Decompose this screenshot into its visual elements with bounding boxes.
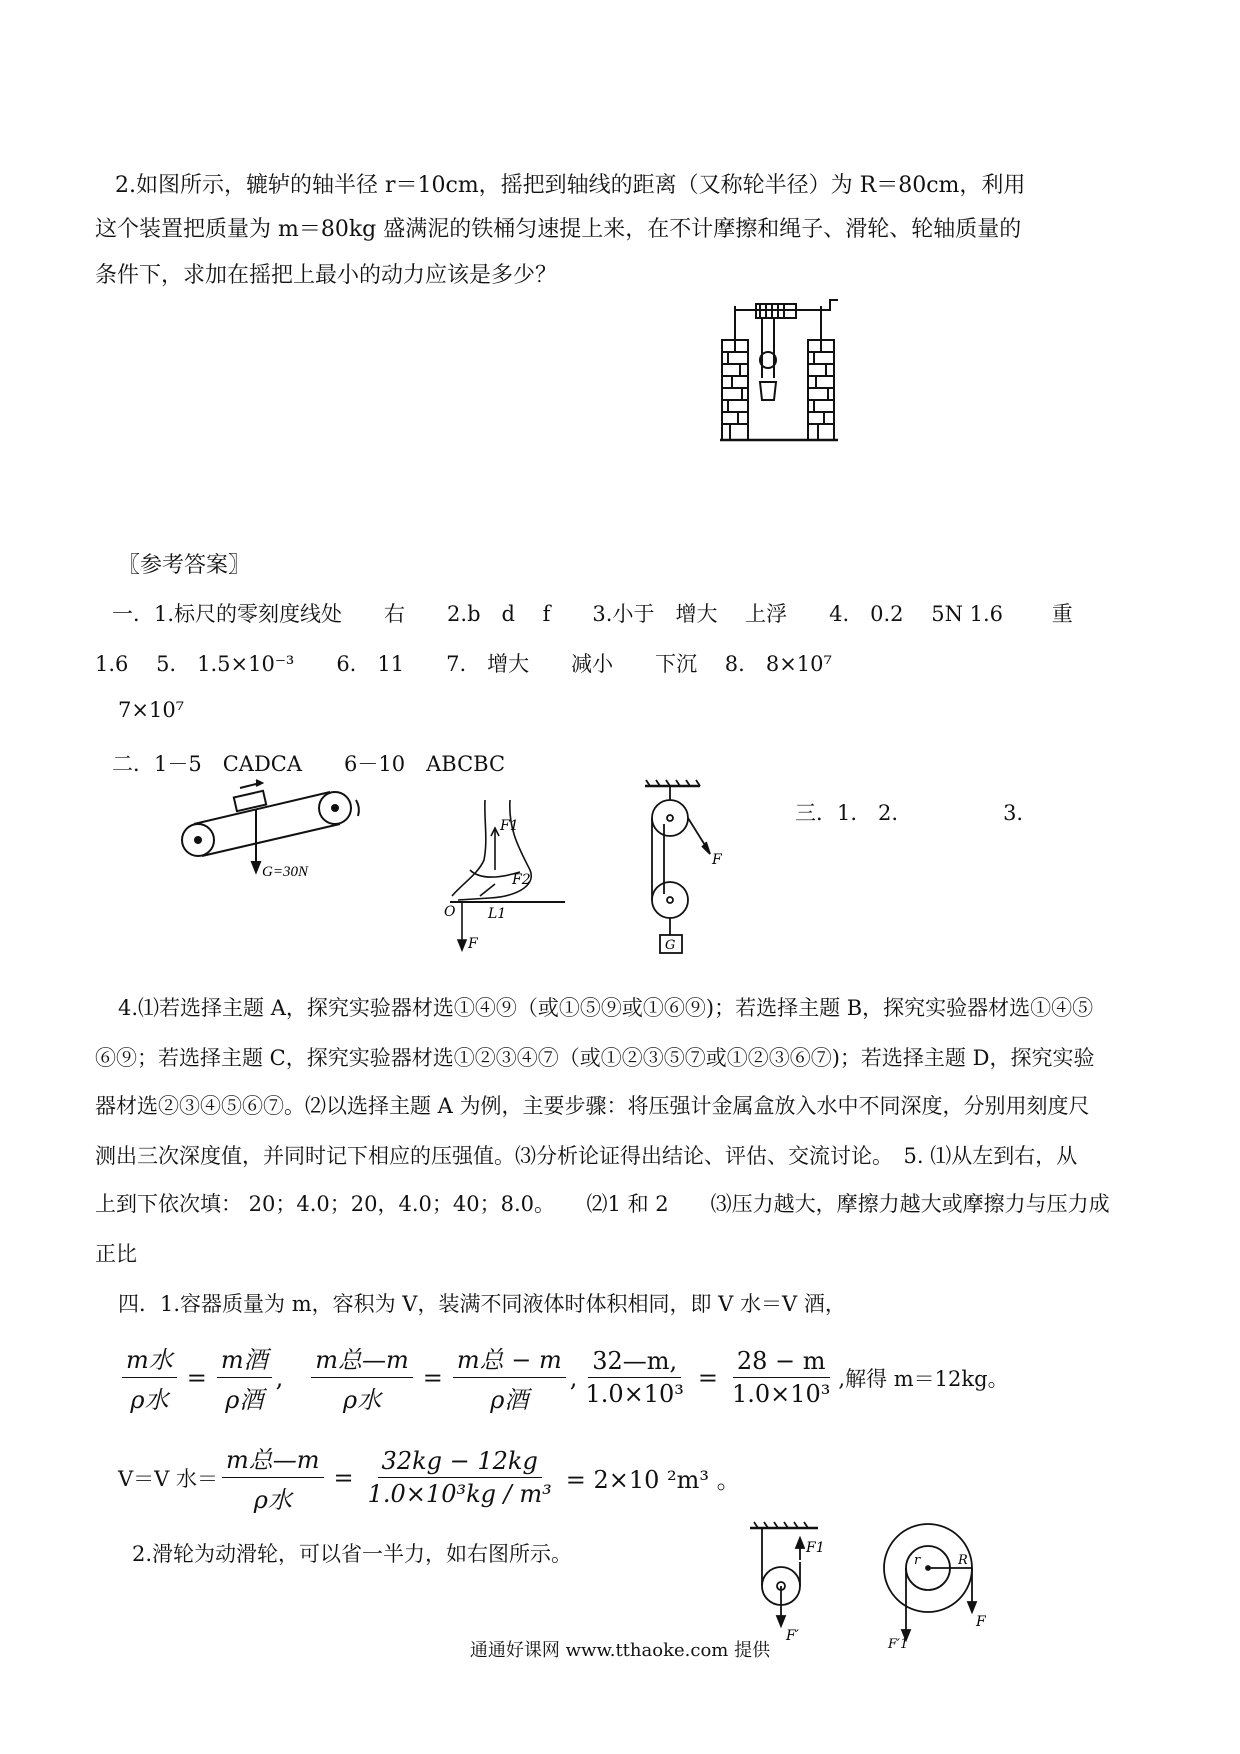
answers-s1-line-1: 一．1.标尺的零刻度线处 右 2.b d f 3.小于 增大 上浮 4. 0.2 5N 1.6 重: [112, 602, 1073, 626]
wheel-axle-figure: [880, 1520, 990, 1650]
q2-line-2: 这个装置把质量为 m＝80kg 盛满泥的铁桶匀速提上来，在不计摩擦和绳子、滑轮、轮轴质量的: [95, 217, 1022, 242]
answers-s4-line-6: 正比: [95, 1242, 137, 1266]
movable-pulley-f1-label: F1: [806, 1540, 825, 1556]
equation-row-1: $\frac{\text{m水}}{\text{ρ水}}$ = $\frac{\text{m酒}}{\text{ρ酒}}$ , $\frac{\text{m总—m}}{\text{ρ水}}$ = $\frac{\text{m总 − m}}{\text{ρ酒}}$ , $\frac{32—m,}{\text{1.0×10³}}$ = $\frac{28 - m}{\text{1.0×10³}}$ ,解得 m＝12kg。: [118, 1340, 1009, 1415]
wheel-r-label: r: [914, 1553, 921, 1568]
wheel-R-label: R: [958, 1553, 968, 1568]
answers-s4-line-3: 器材选②③④⑤⑥⑦。⑵以选择主题 A 为例，主要步骤：将压强计金属盒放入水中不同深度，分别用刻度尺: [95, 1094, 1090, 1118]
answers-s1-line-3: 7×10⁷: [118, 698, 185, 722]
pulley-g-label: G: [665, 938, 676, 953]
wheel-f1-label: F′1: [888, 1637, 909, 1652]
foot-f1-label: F1: [500, 818, 519, 834]
equation-row-2: V＝V 水＝ $\frac{\text{m总—m}}{\text{ρ水}}$ = $\frac{32kg - 12kg}{\text{1.0×10³kg / m³}}$ = 2×10 ²m³ 。: [118, 1440, 747, 1515]
wheel-f-label: F: [976, 1614, 986, 1630]
pulley-f-label: F: [712, 852, 722, 868]
answers-s1-line-2: 1.6 5. 1.5×10⁻³ 6. 11 7. 增大 减小 下沉 8. 8×10⁷: [95, 652, 832, 676]
answers-s5-line-1: 四．1.容器质量为 m，容积为 V，装满不同液体时体积相同，即 V 水＝V 酒，: [118, 1292, 846, 1316]
answers-s2: 二．1－5 CADCA 6－10 ABCBC: [112, 752, 506, 776]
conveyor-gravity-label: G=30N: [262, 864, 308, 880]
foot-l1-label: L1: [488, 906, 507, 922]
foot-f-label: F: [468, 936, 478, 952]
foot-o-label: O: [444, 904, 456, 920]
foot-f2-label: F2: [512, 872, 531, 888]
page-footer: 通通好课网 www.tthaoke.com 提供: [469, 1640, 771, 1661]
answers-s5-line-2: 2.滑轮为动滑轮，可以省一半力，如右图所示。: [132, 1542, 573, 1566]
answers-header: 〖参考答案〗: [118, 553, 251, 578]
q2-line-3: 条件下，求加在摇把上最小的动力应该是多少？: [95, 263, 558, 288]
answers-s4-line-2: ⑥⑨；若选择主题 C，探究实验器材选①②③④⑦（或①②③⑤⑦或①②③⑥⑦)；若选择主题 D，探究实验: [95, 1046, 1095, 1070]
answers-s4-line-4: 测出三次深度值，并同时记下相应的压强值。⑶分析论证得出结论、评估、交流讨论。 5. ⑴从左到右，从: [95, 1144, 1078, 1168]
movable-pulley-f-label: F′: [786, 1628, 799, 1644]
windlass-figure: [720, 298, 840, 446]
answers-s4-line-1: 4.⑴若选择主题 A，探究实验器材选①④⑨（或①⑤⑨或①⑥⑨)；若选择主题 B，探究实验器材选①④⑤: [118, 996, 1094, 1020]
q2-line-1: 2.如图所示，辘轳的轴半径 r＝10cm，摇把到轴线的距离（又称轮半径）为 R＝80cm，利用: [115, 173, 1026, 198]
movable-pulley-figure: [748, 1522, 848, 1642]
pulley-block-figure: [640, 780, 750, 970]
answers-s4-line-5: 上到下依次填： 20；4.0；20，4.0；40；8.0。 ⑵1 和 2 ⑶压力越大，摩擦力越大或摩擦力与压力成: [95, 1192, 1110, 1216]
foot-figure: [440, 800, 580, 950]
answers-s3: 三．1. 2. 3.: [795, 801, 1024, 825]
conveyor-figure: [180, 780, 370, 880]
